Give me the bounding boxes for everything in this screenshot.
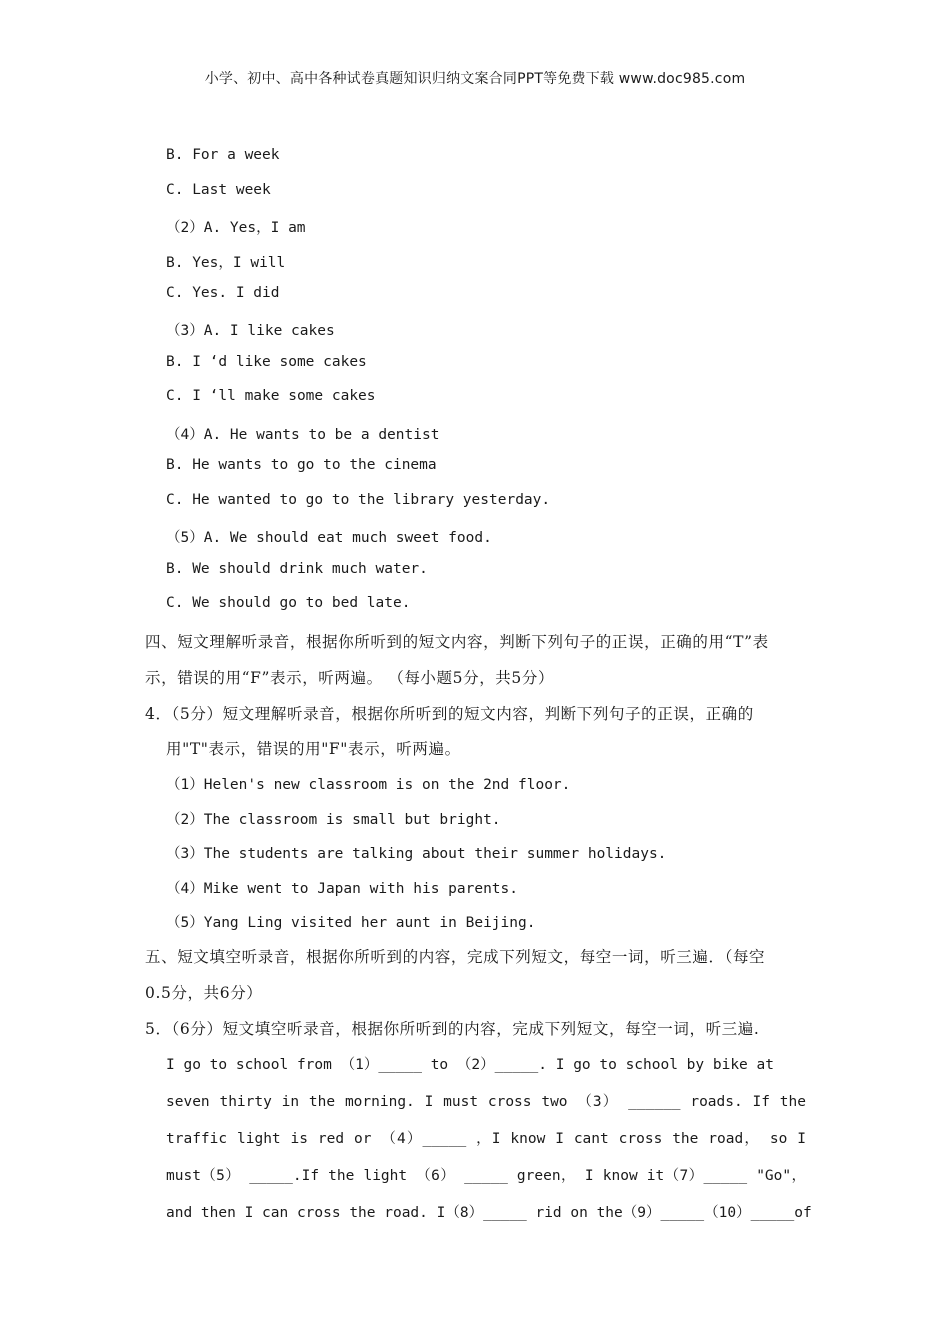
- question-4-prompt-line-1: 4．（5分）短文理解听录音，根据你所听到的短文内容，判断下列句子的正误，正确的: [145, 705, 754, 723]
- section-5-title-line-2: 0.5分，共6分）: [145, 984, 263, 1002]
- question-5-option-a: （5）A. We should eat much sweet food.: [166, 530, 492, 546]
- question-3-option-b: B. I ‘d like some cakes: [166, 354, 367, 370]
- question-4-prompt-line-2: 用"T"表示，错误的用"F"表示，听两遍。: [166, 740, 461, 758]
- question-3-option-a: （3）A. I like cakes: [166, 323, 335, 339]
- question-1-option-b: B. For a week: [166, 147, 280, 163]
- question-5-prompt: 5．（6分）短文填空听录音，根据你所听到的内容，完成下列短文，每空一词，听三遍.: [145, 1020, 760, 1038]
- statement-1: （1）Helen's new classroom is on the 2nd floor.: [166, 777, 571, 793]
- section-4-title-line-2: 示，错误的用“F”表示，听两遍。 （每小题5分，共5分）: [145, 669, 555, 687]
- statement-3: （3）The students are talking about their summer holidays.: [166, 846, 667, 862]
- question-2-option-a: （2）A. Yes，I am: [166, 220, 306, 236]
- statement-2: （2）The classroom is small but bright.: [166, 812, 501, 828]
- section-5-title-line-1: 五、短文填空听录音，根据你所听到的内容，完成下列短文，每空一词，听三遍．（每空: [145, 948, 766, 966]
- question-4-option-c: C. He wanted to go to the library yesterday.: [166, 492, 551, 508]
- statement-5: （5）Yang Ling visited her aunt in Beijing.: [166, 915, 536, 931]
- passage-line-5: and then I can cross the road. I（8）_____ rid on the（9）_____（10）_____of: [166, 1205, 812, 1221]
- passage-line-2: seven thirty in the morning. I must cross two （3） ______ roads. If the: [166, 1094, 806, 1110]
- passage-line-1: I go to school from （1）_____ to （2）_____. I go to school by bike at: [166, 1057, 774, 1073]
- passage-line-4: must（5） _____.If the light （6） _____ green， I know it（7）_____ "Go"，: [166, 1168, 806, 1184]
- question-2-option-b: B. Yes，I will: [166, 255, 286, 271]
- section-4-title-line-1: 四、短文理解听录音，根据你所听到的短文内容，判断下列句子的正误，正确的用“T”表: [145, 633, 769, 651]
- question-5-option-c: C. We should go to bed late.: [166, 595, 411, 611]
- question-3-option-c: C. I ‘ll make some cakes: [166, 388, 376, 404]
- question-4-option-a: （4）A. He wants to be a dentist: [166, 427, 440, 443]
- question-1-option-c: C. Last week: [166, 182, 271, 198]
- passage-line-3: traffic light is red or （4）_____ ，I know I cant cross the road， so I: [166, 1131, 806, 1147]
- question-4-option-b: B. He wants to go to the cinema: [166, 457, 437, 473]
- page-header: 小学、初中、高中各种试卷真题知识归纳文案合同PPT等免费下载 www.doc985.com: [204, 71, 746, 87]
- question-5-option-b: B. We should drink much water.: [166, 561, 428, 577]
- question-2-option-c: C. Yes. I did: [166, 285, 280, 301]
- statement-4: （4）Mike went to Japan with his parents.: [166, 881, 519, 897]
